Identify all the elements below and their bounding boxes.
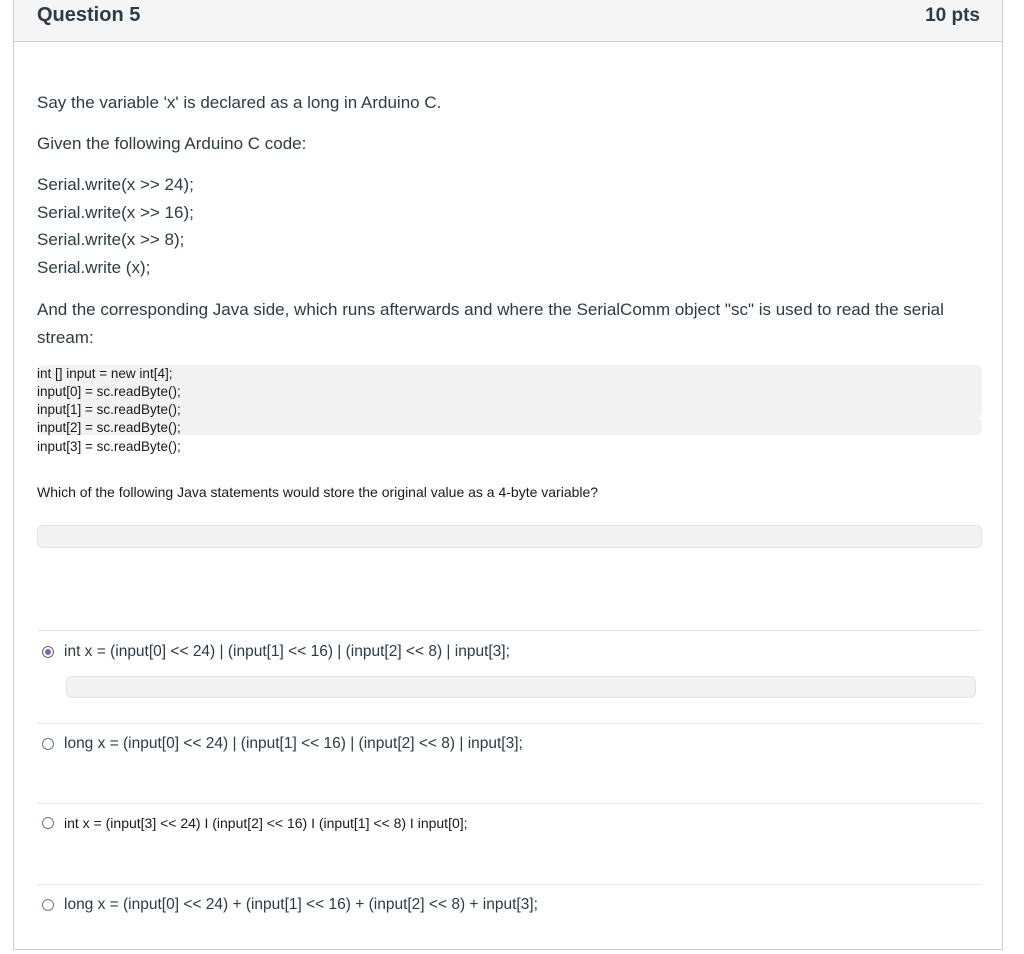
answer-comment-box (66, 676, 976, 698)
chevron-right-icon (0, 2, 6, 16)
question-given: Given the following Arduino C code: (37, 134, 307, 153)
arduino-code-line: Serial.write(x >> 8); (37, 230, 185, 249)
answer-label: int x = (input[0] << 24) | (input[1] << 16) | (input[2] << 8) | input[3]; (64, 643, 510, 660)
radio-icon[interactable] (42, 817, 54, 829)
answer-label: long x = (input[0] << 24) | (input[1] << 16) | (input[2] << 8) | input[3]; (64, 735, 523, 752)
arduino-code-line: Serial.write(x >> 24); (37, 175, 194, 194)
question-card (13, 0, 1003, 950)
radio-icon[interactable] (42, 738, 54, 750)
answer-label: int x = (input[3] << 24) I (input[2] << 16) I (input[1] << 8) I input[0]; (64, 815, 468, 831)
question-header (14, 0, 1002, 42)
question-prompt: Which of the following Java statements would store the original value as a 4-byte variable? (37, 484, 599, 500)
radio-icon[interactable] (42, 899, 54, 911)
answer-option-4[interactable] (42, 896, 538, 914)
java-code-line: input[1] = sc.readByte(); (37, 402, 181, 417)
java-code-line: input[3] = sc.readByte(); (37, 439, 181, 454)
answer-divider (37, 803, 982, 804)
question-title: Question 5 (37, 4, 141, 26)
java-code-line: input[2] = sc.readByte(); (37, 420, 181, 435)
arduino-code-line: Serial.write(x >> 16); (37, 203, 194, 222)
radio-selected-icon[interactable] (42, 646, 54, 658)
question-intro: Say the variable 'x' is declared as a long in Arduino C. (37, 93, 442, 112)
answer-divider (37, 630, 982, 631)
blank-text-box (37, 525, 982, 548)
answer-option-1[interactable] (42, 643, 510, 661)
java-code-line: input[0] = sc.readByte(); (37, 384, 181, 399)
answer-option-3[interactable] (42, 815, 468, 831)
question-points: 10 pts (925, 5, 980, 26)
answer-option-2[interactable] (42, 735, 523, 753)
java-intro: And the corresponding Java side, which runs afterwards and where the SerialComm object "sc" is used to read the serial stream: (37, 300, 944, 347)
answer-label: long x = (input[0] << 24) + (input[1] << 16) + (input[2] << 8) + input[3]; (64, 896, 538, 913)
answer-divider (37, 884, 982, 885)
arduino-code-line: Serial.write (x); (37, 258, 151, 277)
java-code-line: int [] input = new int[4]; (37, 366, 173, 381)
answer-divider (37, 723, 982, 724)
